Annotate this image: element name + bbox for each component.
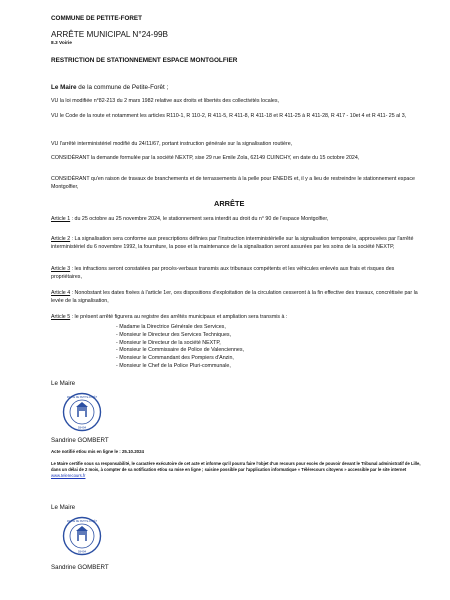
recipient-nextp: - Monsieur le Directeur de la société NEXTP, bbox=[116, 339, 221, 346]
considerant-demande: CONSIDÉRANT la demande formulée par la société NEXTP, sise 29 rue Emile Zola, 62149 CUINCHY, en date du 15 octobre 2024, bbox=[51, 155, 360, 161]
signature-2-title: Le Maire bbox=[51, 504, 76, 511]
article-5 bbox=[51, 314, 421, 322]
recipient-police-pluri: - Monsieur le Chef de la Police Pluri-communale, bbox=[116, 362, 231, 369]
mairie-seal-icon bbox=[62, 392, 102, 432]
article-4-label: Article 4 bbox=[51, 290, 71, 296]
online-date: Acte notifié et/ou mis en ligne le : 25.10.2024 bbox=[51, 449, 144, 454]
recipient-police: - Monsieur le Commissaire de Police de Valenciennes, bbox=[116, 347, 244, 354]
recipient-dgs: - Madame la Directrice Générale des Services, bbox=[116, 324, 226, 330]
article-1 bbox=[51, 216, 421, 224]
article-5-text: : le présent arrêté figurera au registre des arrêtés municipaux et ampliation sera transmis à : bbox=[70, 314, 288, 320]
article-3-text: : les infractions seront constatées par procès-verbaux transmis aux tribunaux compétents et les véhicules enlevés aux frais et risques des propriétaires, bbox=[51, 266, 395, 280]
article-4 bbox=[51, 290, 421, 305]
considerant-travaux: CONSIDÉRANT qu'en raison de travaux de branchements et de terrassements à la pelle pour ENEDIS et, il y a lieu de restreindre le stationnement espace Montgolfier, bbox=[51, 176, 415, 190]
vu-loi: VU la loi modifiée n°82-213 du 2 mars 1982 relative aux droits et libertés des collectivités locales, bbox=[51, 98, 279, 104]
article-1-text: : du 25 octobre au 25 novembre 2024, le stationnement sera interdit au droit du n° 90 de l'espace Montgolfier, bbox=[70, 216, 329, 222]
maire-intro bbox=[51, 84, 168, 91]
article-2-text: : La signalisation sera conforme aux prescriptions définies par l'instruction interministérielle sur la signalisation temporaire, approuvées par l'arrêté interministériel du 6 novembre 1992, la fourniture, la pose et la maintenance de la signalisation seront assurées par les soins de la société NEXTP, bbox=[51, 236, 414, 250]
recipient-list bbox=[116, 324, 244, 371]
vu-arrete-interministeriel: VU l'arrêté interministériel modifié du 24/11/67, portant instruction générale sur la signalisation routière, bbox=[51, 141, 293, 147]
seal-text-2: MAIRIE DE PETITE-FORÊT bbox=[66, 520, 98, 524]
article-5-label: Article 5 bbox=[51, 314, 71, 320]
article-3 bbox=[51, 266, 421, 281]
document-title: RESTRICTION DE STATIONNEMENT ESPACE MONTGOLFIER bbox=[51, 57, 238, 64]
seal-dept-2: 59494 bbox=[77, 549, 87, 554]
recipient-dst: - Monsieur le Directeur des Services Techniques, bbox=[116, 331, 232, 338]
article-2-label: Article 2 bbox=[51, 236, 71, 242]
recipient-pompiers: - Monsieur le Commandant des Pompiers d'Anzin, bbox=[116, 355, 234, 362]
arrete-heading: ARRÊTE bbox=[214, 199, 245, 208]
article-2 bbox=[51, 236, 421, 251]
commune-label: de la commune de Petite-Forêt ; bbox=[76, 84, 169, 91]
legal-notice bbox=[51, 461, 421, 479]
vu-code-route: VU le Code de la route et notamment les articles R110-1, R 110-2, R 411-5, R 411-8, R 411-18 et R 411-25 à R 411-28, R 417 - 10et 4 et R 411- 25 al 3, bbox=[51, 113, 407, 119]
signature-2-name: Sandrine GOMBERT bbox=[51, 564, 109, 571]
article-4-text: : Nonobstant les dates fixées à l'article 1er, ces dispositions d'exploitation de la circulation cesseront à la fin effective des travaux, concrétisée par la levée de la signalisation, bbox=[51, 290, 418, 304]
article-3-label: Article 3 bbox=[51, 266, 71, 272]
telerecours-link[interactable]: www.telerecours.fr bbox=[51, 473, 86, 478]
article-1-label: Article 1 bbox=[51, 216, 71, 222]
commune-name: COMMUNE DE PETITE-FORET bbox=[51, 15, 142, 22]
seal-text: MAIRIE DE PETITE-FORÊT bbox=[66, 396, 98, 400]
category-voirie: 8.3 Voirie bbox=[51, 41, 72, 46]
arrete-number: ARRÊTE MUNICIPAL N°24-99B bbox=[51, 30, 169, 39]
seal-dept: 59494 bbox=[77, 425, 87, 430]
maire-label: Le Maire bbox=[51, 84, 77, 91]
signature-1-name: Sandrine GOMBERT bbox=[51, 437, 109, 444]
legal-text: Le Maire certifie sous sa responsabilité, le caractère exécutoire de cet acte et informe qu'il pourra faire l'objet d'un recours pour excès de pouvoir devant le Tribunal administratif de Lille, dans un délai de 2 mois, à compter de sa notification et/ou sa mise en ligne ; saisine possible par l'application informatique « Télérecours citoyens » accessible par le site internet bbox=[51, 461, 421, 472]
signature-1-title: Le Maire bbox=[51, 380, 76, 387]
mairie-seal-icon-2 bbox=[62, 516, 102, 556]
